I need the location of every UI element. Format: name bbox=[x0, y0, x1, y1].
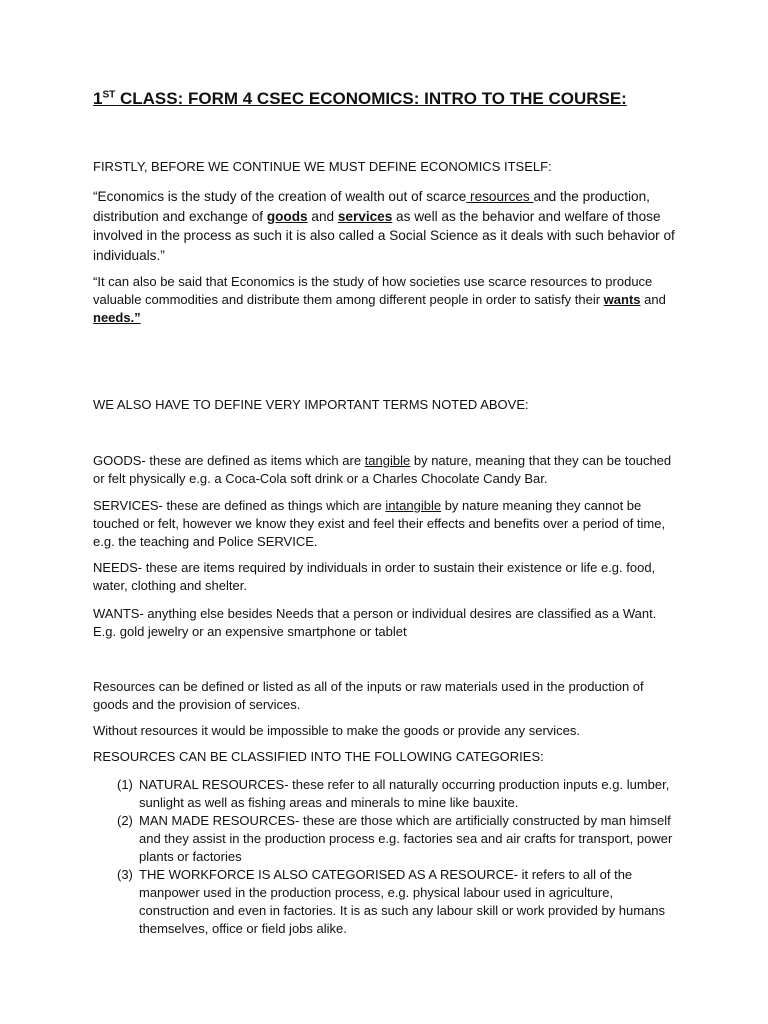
resources-definition: Resources can be defined or listed as all of the inputs or raw materials used in the production of goods and the provision of services. bbox=[93, 679, 644, 712]
list-item bbox=[117, 866, 685, 938]
def2-wants: wants bbox=[603, 292, 641, 307]
list-item-number: (2) bbox=[117, 813, 133, 828]
resources-categories-heading: RESOURCES CAN BE CLASSIFIED INTO THE FOLLOWING CATEGORIES: bbox=[93, 749, 544, 764]
def1-goods: goods bbox=[266, 208, 308, 224]
resources-importance: Without resources it would be impossible to make the goods or provide any services. bbox=[93, 723, 581, 738]
def1-resources: resources bbox=[466, 189, 534, 204]
list-item-text: NATURAL RESOURCES- these refer to all naturally occurring production inputs e.g. lumber, sunlight as well as fishing areas and minerals to mine like bauxite. bbox=[139, 777, 670, 810]
wants-definition: WANTS- anything else besides Needs that a person or individual desires are classified as a Want. E.g. gold jewelry or an expensive smartphone or tablet bbox=[93, 606, 657, 639]
list-item bbox=[117, 776, 685, 812]
def2-text-b: and bbox=[640, 292, 666, 307]
goods-text-a: GOODS- these are defined as items which are bbox=[93, 453, 365, 468]
goods-tangible: tangible bbox=[364, 453, 411, 468]
resources-category-list bbox=[117, 776, 685, 938]
list-item-text: MAN MADE RESOURCES- these are those which are artificially constructed by man himself and they assist in the production process e.g. factories sea and air crafts for transport, power plants or factories bbox=[139, 813, 673, 864]
needs-definition: NEEDS- these are items required by individuals in order to sustain their existence or life e.g. food, water, clothing and shelter. bbox=[93, 560, 656, 593]
def1-text-b: and the production, distribution and exchange of bbox=[93, 189, 650, 224]
list-item-number: (1) bbox=[117, 777, 133, 792]
services-text-a: SERVICES- these are defined as things which are bbox=[93, 498, 386, 513]
economics-definition-2 bbox=[93, 273, 678, 327]
list-item-text: THE WORKFORCE IS ALSO CATEGORISED AS A RESOURCE- it refers to all of the manpower used in the production process, e.g. physical labour used in agriculture, construction and even in factories. It is as such any labour skill or work provided by humans themselves, office or field jobs alike. bbox=[139, 867, 666, 936]
title-rest: CLASS: FORM 4 CSEC ECONOMICS: INTRO TO THE COURSE: bbox=[115, 89, 627, 108]
goods-definition bbox=[93, 452, 678, 488]
list-item-number: (3) bbox=[117, 867, 133, 882]
title-prefix: 1 bbox=[93, 89, 103, 108]
list-item bbox=[117, 812, 685, 866]
page-title bbox=[93, 89, 627, 109]
def2-needs: needs.” bbox=[93, 310, 141, 325]
services-text-b: by nature meaning they cannot be touched or felt, however we know they exist and feel their effects and benefits over a period of time, e.g. the teaching and Police SERVICE. bbox=[93, 498, 666, 549]
def1-services: services bbox=[337, 208, 393, 224]
def1-text-d: as well as the behavior and welfare of those involved in the process as such it is also called a Social Science as it deals with such behavior of individuals.” bbox=[93, 208, 675, 263]
economics-definition-1 bbox=[93, 187, 678, 265]
def1-text-c: and bbox=[307, 208, 338, 224]
title-superscript: ST bbox=[102, 89, 116, 101]
goods-text-b: by nature, meaning that they can be touched or felt physically e.g. a Coca-Cola soft drink or a Charles Chocolate Candy Bar. bbox=[93, 453, 672, 486]
terms-heading: WE ALSO HAVE TO DEFINE VERY IMPORTANT TERMS NOTED ABOVE: bbox=[93, 397, 529, 412]
def2-text-a: “It can also be said that Economics is the study of how societies use scarce resources to produce valuable commodities and distribute them among different people in order to satisfy their bbox=[93, 274, 653, 307]
def1-text-a: “Economics is the study of the creation of wealth out of scarce bbox=[93, 189, 467, 204]
services-definition bbox=[93, 497, 678, 551]
services-intangible: intangible bbox=[385, 498, 442, 513]
intro-heading: FIRSTLY, BEFORE WE CONTINUE WE MUST DEFINE ECONOMICS ITSELF: bbox=[93, 159, 552, 174]
